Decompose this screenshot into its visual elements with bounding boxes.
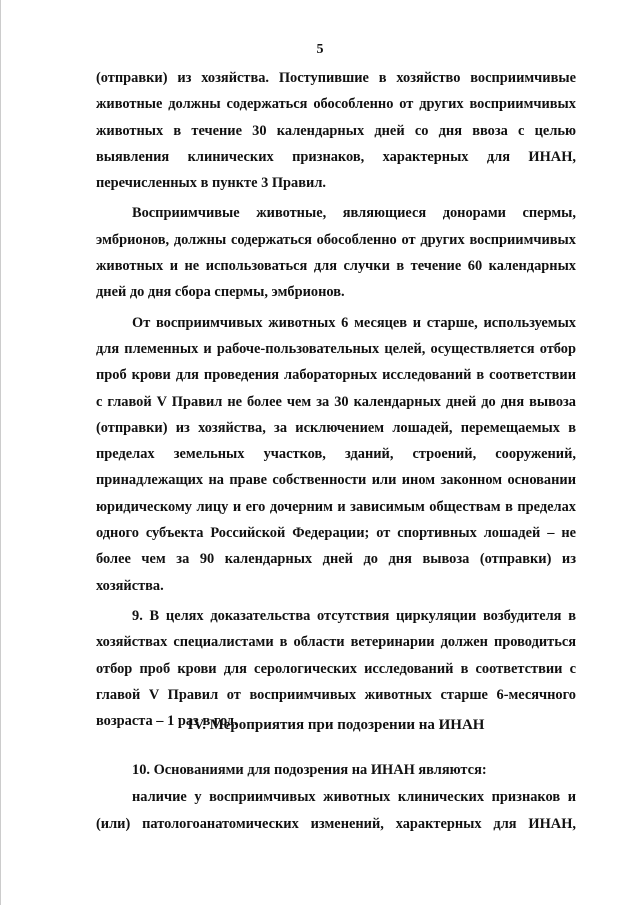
section-heading: IV. Мероприятия при подозрении на ИНАН [187,717,485,733]
body-text-top [96,65,576,734]
paragraph-blood-sampling: От восприимчивых животных 6 месяцев и старше, используемых для племенных и рабоче-пользовательных целей, осуществляется отбор проб крови для проведения лабораторных исследований в соответствии с главой V Правил не более чем за 30 календарных дней до дня вывоза (отправки) из хозяйства, за исключением лошадей, перемещаемых в пределах земельных участков, зданий, строений, сооружений, принадлежащих на праве собственности или ином законном основании юридическому лицу и его дочерним и зависимым обществам в пределах одного субъекта Российской Федерации; от спортивных лошадей – не более чем за 90 календарных дней до дня вывоза (отправки) из хозяйства. [96,314,576,594]
paragraph-signs: наличие у восприимчивых животных клинических признаков и (или) патологоанатомических изменений, характерных для ИНАН, [96,789,576,832]
body-text-bottom [96,757,576,838]
paragraph-continuation: (отправки) из хозяйства. Поступившие в хозяйство восприимчивые животные должны содержаться обособленно от других восприимчивых животных в течение 30 календарных дней со дня ввоза с целью выявления клинических признаков, характерных для ИНАН, перечисленных в пункте 3 Правил. [96,70,576,192]
scan-edge-mark [0,0,1,905]
paragraph-item-9: 9. В целях доказательства отсутствия циркуляции возбудителя в хозяйствах специалистами в области ветеринарии должен проводиться отбор проб крови для серологических исследований в соответствии с главой V Правил от восприимчивых животных старше 6-месячного возраста – 1 раз в год. [96,607,576,730]
paragraph-item-10: 10. Основаниями для подозрения на ИНАН являются: [132,762,487,778]
section-heading-wrap [96,712,576,738]
paragraph-donors: Восприимчивые животные, являющиеся донорами спермы, эмбрионов, должны содержаться обособленно от других восприимчивых животных и не использоваться для случки в течение 60 календарных дней до дня сбора спермы, эмбрионов. [96,205,576,301]
page-number: 5 [316,42,324,57]
